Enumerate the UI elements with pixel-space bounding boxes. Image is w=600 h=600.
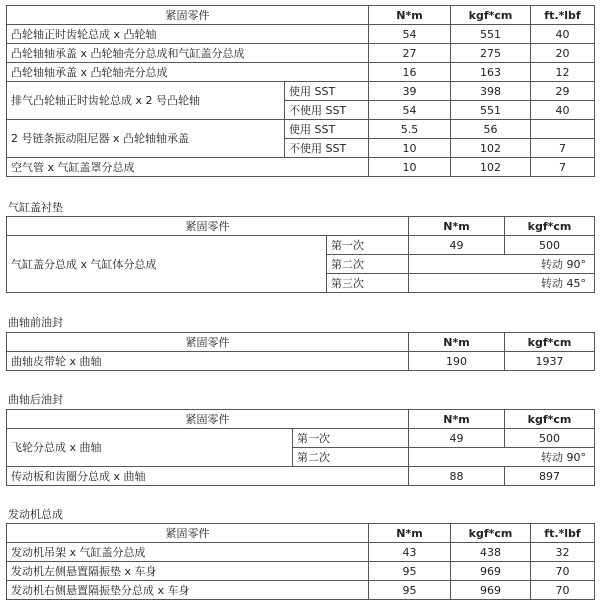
condition-cell: 使用 SST [285,120,369,139]
kgfcm-cell: 102 [451,139,531,158]
turn-cell: 转动 90° [409,448,595,467]
ftlbf-cell: 32 [531,543,595,562]
part-cell: 凸轮轴轴承盖 x 凸轮轴壳分总成和气缸盖分总成 [7,44,369,63]
step-cell: 第一次 [293,429,409,448]
table-row [7,543,595,562]
nm-cell: 39 [369,82,451,101]
kgfcm-cell: 102 [451,158,531,177]
torque-table-rear-seal [6,409,595,486]
part-cell: 曲轴皮带轮 x 曲轴 [7,352,409,371]
ftlbf-cell: 70 [531,581,595,600]
table-row [7,63,595,82]
header-nm: N*m [409,217,505,236]
table-row [7,82,595,101]
kgfcm-cell: 969 [451,581,531,600]
table-row [7,44,595,63]
table-row [7,352,595,371]
kgfcm-cell: 500 [505,236,595,255]
nm-cell: 95 [369,562,451,581]
header-part: 紧固零件 [7,524,369,543]
part-cell: 排气凸轮轴正时齿轮总成 x 2 号凸轮轴 [7,82,285,120]
table-row [7,467,595,486]
kgfcm-cell: 500 [505,429,595,448]
table-row [7,429,595,448]
kgfcm-cell: 398 [451,82,531,101]
header-kgfcm: kgf*cm [451,6,531,25]
header-part: 紧固零件 [7,6,369,25]
kgfcm-cell: 56 [451,120,531,139]
section-title-front-seal: 曲轴前油封 [8,316,63,329]
section-title-head-gasket: 气缸盖衬垫 [8,201,63,214]
torque-table-engine-assembly [6,523,595,600]
torque-table-front-seal [6,332,595,371]
nm-cell: 88 [409,467,505,486]
section-title-rear-seal: 曲轴后油封 [8,393,63,406]
header-kgfcm: kgf*cm [451,524,531,543]
header-nm: N*m [369,6,451,25]
kgfcm-cell: 1937 [505,352,595,371]
turn-cell: 转动 90° [409,255,595,274]
nm-cell: 54 [369,101,451,120]
table-header-row [7,333,595,352]
ftlbf-cell: 7 [531,158,595,177]
ftlbf-cell: 29 [531,82,595,101]
kgfcm-cell: 551 [451,25,531,44]
nm-cell: 43 [369,543,451,562]
ftlbf-cell [531,120,595,139]
ftlbf-cell: 20 [531,44,595,63]
part-cell: 发动机右侧悬置隔振垫分总成 x 车身 [7,581,369,600]
part-cell: 凸轮轴正时齿轮总成 x 凸轮轴 [7,25,369,44]
turn-cell: 转动 45° [409,274,595,293]
table-row [7,120,595,139]
part-cell: 空气管 x 气缸盖罩分总成 [7,158,369,177]
section-title-engine-assembly: 发动机总成 [8,508,63,521]
part-cell: 传动板和齿圈分总成 x 曲轴 [7,467,409,486]
part-cell: 气缸盖分总成 x 气缸体分总成 [7,236,327,293]
header-ftlbf: ft.*lbf [531,6,595,25]
condition-cell: 不使用 SST [285,101,369,120]
condition-cell: 使用 SST [285,82,369,101]
table-row [7,562,595,581]
step-cell: 第二次 [293,448,409,467]
header-kgfcm: kgf*cm [505,333,595,352]
ftlbf-cell: 12 [531,63,595,82]
part-cell: 发动机吊架 x 气缸盖分总成 [7,543,369,562]
table-row [7,236,595,255]
header-nm: N*m [369,524,451,543]
table-header-row [7,217,595,236]
kgfcm-cell: 969 [451,562,531,581]
nm-cell: 5.5 [369,120,451,139]
header-ftlbf: ft.*lbf [531,524,595,543]
table-header-row [7,6,595,25]
step-cell: 第一次 [327,236,409,255]
table-row [7,25,595,44]
nm-cell: 95 [369,581,451,600]
step-cell: 第二次 [327,255,409,274]
nm-cell: 27 [369,44,451,63]
nm-cell: 16 [369,63,451,82]
ftlbf-cell: 40 [531,25,595,44]
kgfcm-cell: 163 [451,63,531,82]
torque-table-head-gasket [6,216,595,293]
table-header-row [7,410,595,429]
header-part: 紧固零件 [7,333,409,352]
kgfcm-cell: 897 [505,467,595,486]
part-cell: 飞轮分总成 x 曲轴 [7,429,293,467]
header-nm: N*m [409,333,505,352]
nm-cell: 49 [409,429,505,448]
nm-cell: 10 [369,158,451,177]
header-part: 紧固零件 [7,410,409,429]
nm-cell: 49 [409,236,505,255]
ftlbf-cell: 40 [531,101,595,120]
ftlbf-cell: 7 [531,139,595,158]
nm-cell: 190 [409,352,505,371]
table-row [7,581,595,600]
header-part: 紧固零件 [7,217,409,236]
header-kgfcm: kgf*cm [505,410,595,429]
condition-cell: 不使用 SST [285,139,369,158]
kgfcm-cell: 551 [451,101,531,120]
nm-cell: 54 [369,25,451,44]
part-cell: 2 号链条振动阻尼器 x 凸轮轴轴承盖 [7,120,285,158]
header-nm: N*m [409,410,505,429]
kgfcm-cell: 275 [451,44,531,63]
header-kgfcm: kgf*cm [505,217,595,236]
step-cell: 第三次 [327,274,409,293]
table-row [7,158,595,177]
table-header-row [7,524,595,543]
part-cell: 发动机左侧悬置隔振垫 x 车身 [7,562,369,581]
nm-cell: 10 [369,139,451,158]
torque-table-camshaft [6,5,595,177]
kgfcm-cell: 438 [451,543,531,562]
part-cell: 凸轮轴轴承盖 x 凸轮轴壳分总成 [7,63,369,82]
ftlbf-cell: 70 [531,562,595,581]
